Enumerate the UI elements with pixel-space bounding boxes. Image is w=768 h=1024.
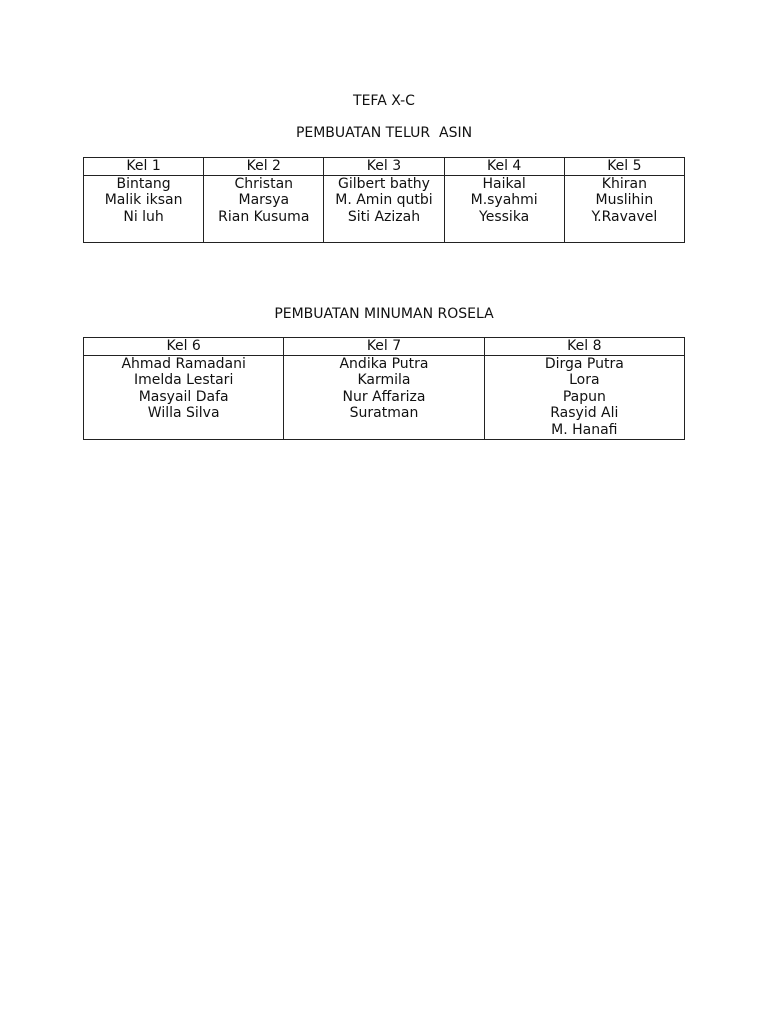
table-members-row bbox=[84, 175, 685, 242]
group-table-minuman-rosela bbox=[83, 337, 685, 440]
member-name: Rian Kusuma bbox=[218, 208, 310, 225]
table-header-row bbox=[84, 158, 685, 176]
member-name: M. Amin qutbi bbox=[335, 192, 433, 208]
member-name: Ahmad Ramadani bbox=[121, 355, 246, 372]
section-title-minuman-rosela: PEMBUATAN MINUMAN ROSELA bbox=[274, 306, 494, 322]
member-name: Andika Putra bbox=[339, 355, 429, 372]
member-name: Y.Ravavel bbox=[591, 208, 658, 225]
member-name: M. Hanafi bbox=[551, 421, 618, 438]
member-name: Lora bbox=[569, 372, 600, 388]
member-name: Siti Azizah bbox=[347, 208, 421, 225]
member-name: Ni luh bbox=[123, 208, 164, 225]
group-header: Kel 8 bbox=[484, 338, 684, 356]
section-title-telur-asin: PEMBUATAN TELUR ASIN bbox=[295, 125, 473, 141]
group-header: Kel 4 bbox=[444, 158, 564, 176]
group-header: Kel 1 bbox=[84, 158, 204, 176]
member-name: Malik iksan bbox=[104, 192, 183, 208]
group-header: Kel 5 bbox=[564, 158, 684, 176]
member-name: Gilbert bathy bbox=[338, 175, 430, 192]
member-name: Haikal bbox=[482, 175, 526, 192]
member-name: Papun bbox=[562, 388, 606, 405]
group-members-cell bbox=[84, 355, 284, 439]
member-name: Imelda Lestari bbox=[133, 372, 234, 388]
group-members-cell bbox=[444, 175, 564, 242]
group-members-cell bbox=[204, 175, 324, 242]
table-header-row bbox=[84, 338, 685, 356]
group-members-cell bbox=[564, 175, 684, 242]
table-members-row bbox=[84, 355, 685, 439]
member-name: Dirga Putra bbox=[544, 355, 624, 372]
group-header: Kel 6 bbox=[84, 338, 284, 356]
member-name: M.syahmi bbox=[470, 192, 538, 208]
group-table-telur-asin bbox=[83, 157, 685, 243]
member-name: Rasyid Ali bbox=[550, 405, 619, 421]
member-name: Willa Silva bbox=[147, 405, 220, 421]
member-name: Khiran bbox=[601, 175, 647, 192]
group-header: Kel 3 bbox=[324, 158, 444, 176]
member-name: Marsya bbox=[238, 192, 290, 208]
member-name: Christan bbox=[234, 175, 294, 192]
document-title: TEFA X-C bbox=[353, 93, 415, 109]
group-members-cell bbox=[84, 175, 204, 242]
group-members-cell bbox=[484, 355, 684, 439]
group-header: Kel 7 bbox=[284, 338, 484, 356]
member-name: Masyail Dafa bbox=[138, 388, 229, 405]
group-header: Kel 2 bbox=[204, 158, 324, 176]
group-members-cell bbox=[324, 175, 444, 242]
member-name: Muslihin bbox=[595, 192, 654, 208]
member-name: Karmila bbox=[357, 372, 411, 388]
member-name: Suratman bbox=[349, 405, 419, 421]
member-name: Nur Affariza bbox=[342, 388, 426, 405]
group-members-cell bbox=[284, 355, 484, 439]
member-name: Bintang bbox=[116, 175, 171, 192]
member-name: Yessika bbox=[479, 208, 530, 225]
